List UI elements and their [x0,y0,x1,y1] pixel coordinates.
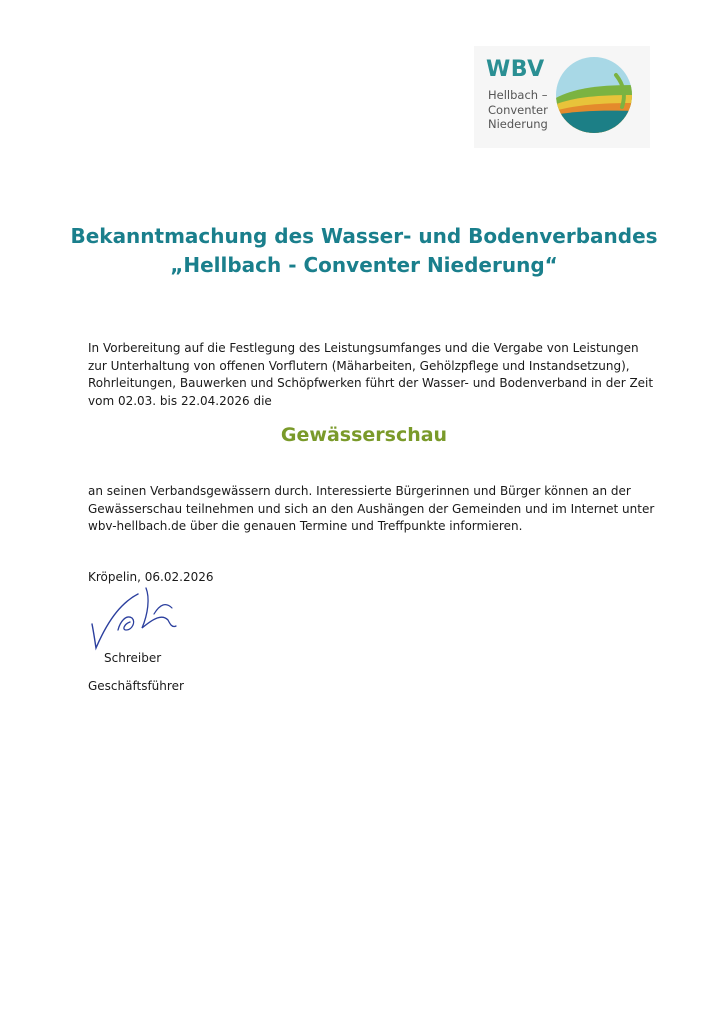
logo-water-band [554,111,634,135]
logo-wave-emblem-icon [554,55,634,135]
signer-role: Geschäftsführer [88,679,184,693]
signer-name: Schreiber [104,651,162,665]
signature-stroke-2 [118,617,134,630]
logo-organization-name [488,88,548,132]
handwritten-signature [88,584,188,654]
event-heading: Gewässerschau [280,424,448,446]
intro-paragraph: In Vorbereitung auf die Festlegung des Leistungsumfanges und die Vergabe von Leistungen zur Unterhaltung von offenen Vorflutern (Mäharbeiten, Gehölzpflege und Instandsetzung), Rohrleitungen, Bauwerken und Schöpfwerken führt der Wasser- und Bodenverband in der Zeit vom 02.03. bis 22.04.2026 die [88,341,654,408]
announcement-title [0,222,728,280]
logo-abbreviation: WBV [486,57,545,82]
details-paragraph: an seinen Verbandsgewässern durch. Interessierte Bürgerinnen und Bürger können an der Gewässerschau teilnehmen und sich an den Aushängen der Gemeinden und im Internet unter wbv-hellbach.de über die genauen Termine und Treffpunkte informieren. [88,484,655,533]
logo-name-line-3: Niederung [488,117,548,131]
signature-stroke-4 [154,605,172,614]
signature-stroke-1 [92,594,138,648]
title-line-2: „Hellbach - Conventer Niederung“ [170,253,558,277]
logo-name-line-1: Hellbach – [488,88,548,102]
title-line-1: Bekanntmachung des Wasser- und Bodenverbandes [70,224,658,248]
place-and-date: Kröpelin, 06.02.2026 [88,570,214,584]
logo-name-line-2: Conventer [488,102,548,117]
organization-logo [474,46,650,148]
